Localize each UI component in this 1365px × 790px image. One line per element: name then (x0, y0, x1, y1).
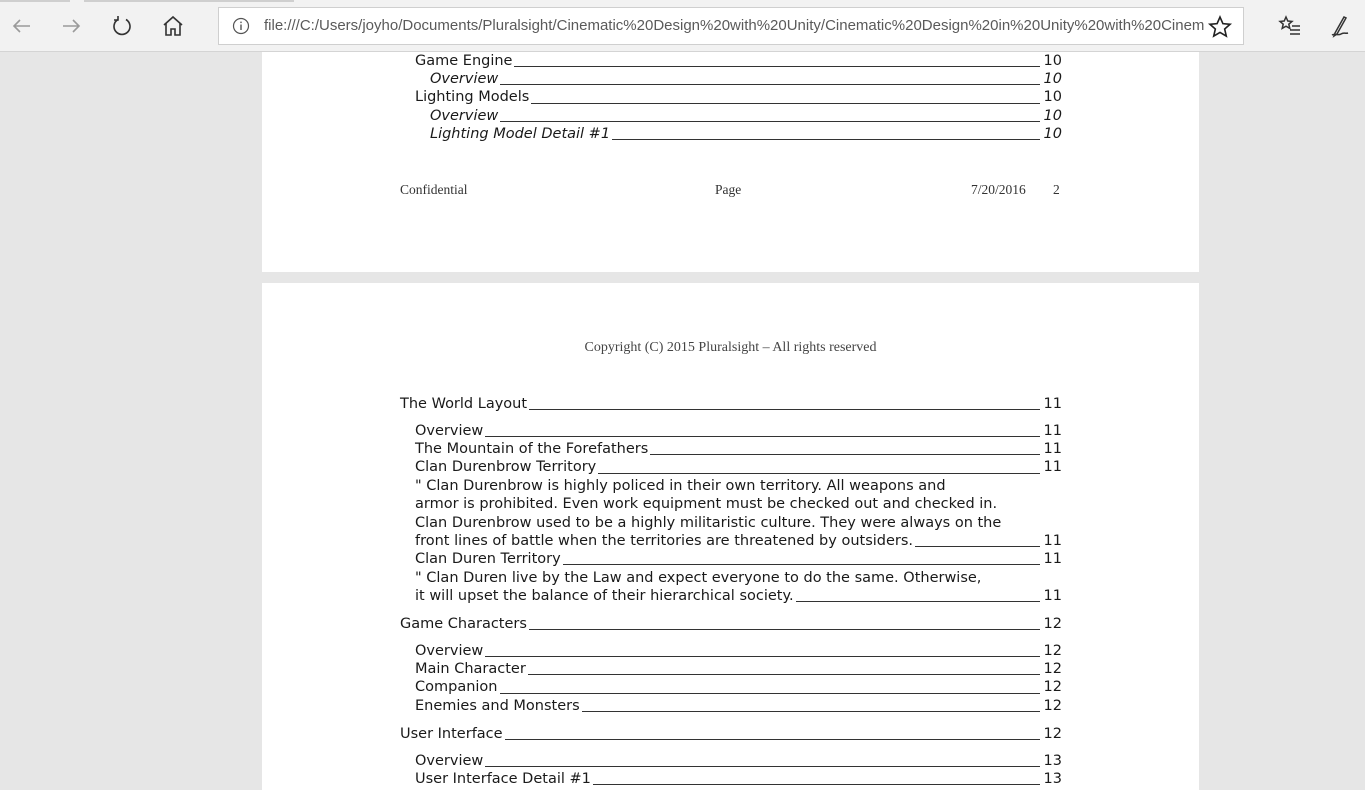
toc-row[interactable]: Overview 11 (415, 422, 1062, 439)
toc-row[interactable]: Clan Durenbrow Territory 11 (415, 459, 1062, 476)
toc-row[interactable]: Lighting Models 10 (415, 89, 1062, 106)
document-page-2 (262, 283, 1199, 790)
duren-paragraph[interactable]: " Clan Duren live by the Law and expect everyone to do the same. Otherwise, (415, 569, 982, 586)
toc-row[interactable]: it will upset the balance of their hierarchical society. 11 (415, 587, 1062, 604)
browser-toolbar (0, 0, 1365, 52)
forward-icon[interactable] (53, 8, 89, 44)
toc-row[interactable]: Overview 13 (415, 752, 1062, 769)
toc-row[interactable]: Overview 10 (430, 71, 1062, 87)
footer-page-number: 2 (1053, 182, 1060, 197)
favorites-list-icon[interactable] (1272, 8, 1308, 44)
url-text[interactable]: file:///C:/Users/joyho/Documents/Pluralsight/Cinematic%20Design%20with%20Unity/Cinematic%20Design%20in%20Unity%20with%20Cinem (264, 17, 1204, 34)
toc-row[interactable]: Lighting Model Detail #1 10 (430, 125, 1062, 142)
tab-strip-edge (84, 0, 294, 2)
document-page-1 (262, 52, 1199, 272)
toc-section-row[interactable]: User Interface 12 (400, 725, 1062, 742)
back-icon[interactable] (4, 8, 40, 44)
toc-row[interactable]: Companion 12 (415, 679, 1062, 696)
favorite-star-icon[interactable] (1207, 14, 1233, 40)
toc-row[interactable]: Overview 12 (415, 642, 1062, 659)
toc-row[interactable]: front lines of battle when the territories are threatened by outsiders. 11 (415, 532, 1062, 549)
refresh-icon[interactable] (104, 8, 140, 44)
toc-row[interactable]: Main Character 12 (415, 661, 1062, 677)
info-icon[interactable] (231, 16, 251, 36)
footer-date: 7/20/2016 (971, 182, 1026, 197)
toc-row[interactable]: Enemies and Monsters 12 (415, 697, 1062, 714)
footer-page-label: Page (715, 182, 742, 197)
toc-row[interactable]: Overview 10 (430, 107, 1062, 124)
durenbrow-paragraph[interactable]: " Clan Durenbrow is highly policed in their own territory. All weapons and armor is prohibited. Even work equipment must be checked out and checked in. Clan Durenbrow used to be a highly militaristic culture. They were always on the (415, 478, 1002, 531)
toc-row[interactable]: Game Engine 10 (415, 52, 1062, 69)
footer-confidential: Confidential (400, 182, 468, 197)
address-bar[interactable] (218, 7, 1244, 45)
tab-strip-edge (0, 0, 70, 2)
toc-row[interactable]: The Mountain of the Forefathers 11 (415, 441, 1062, 457)
toc-section-row[interactable]: The World Layout 11 (400, 395, 1062, 412)
toc-section-row[interactable]: Game Characters 12 (400, 615, 1062, 632)
toc-row[interactable]: Clan Duren Territory 11 (415, 551, 1062, 567)
toc-row[interactable]: User Interface Detail #1 13 (415, 771, 1062, 787)
pen-icon[interactable] (1322, 8, 1358, 44)
home-icon[interactable] (155, 8, 191, 44)
copyright-header: Copyright (C) 2015 Pluralsight – All rights reserved (584, 340, 877, 355)
